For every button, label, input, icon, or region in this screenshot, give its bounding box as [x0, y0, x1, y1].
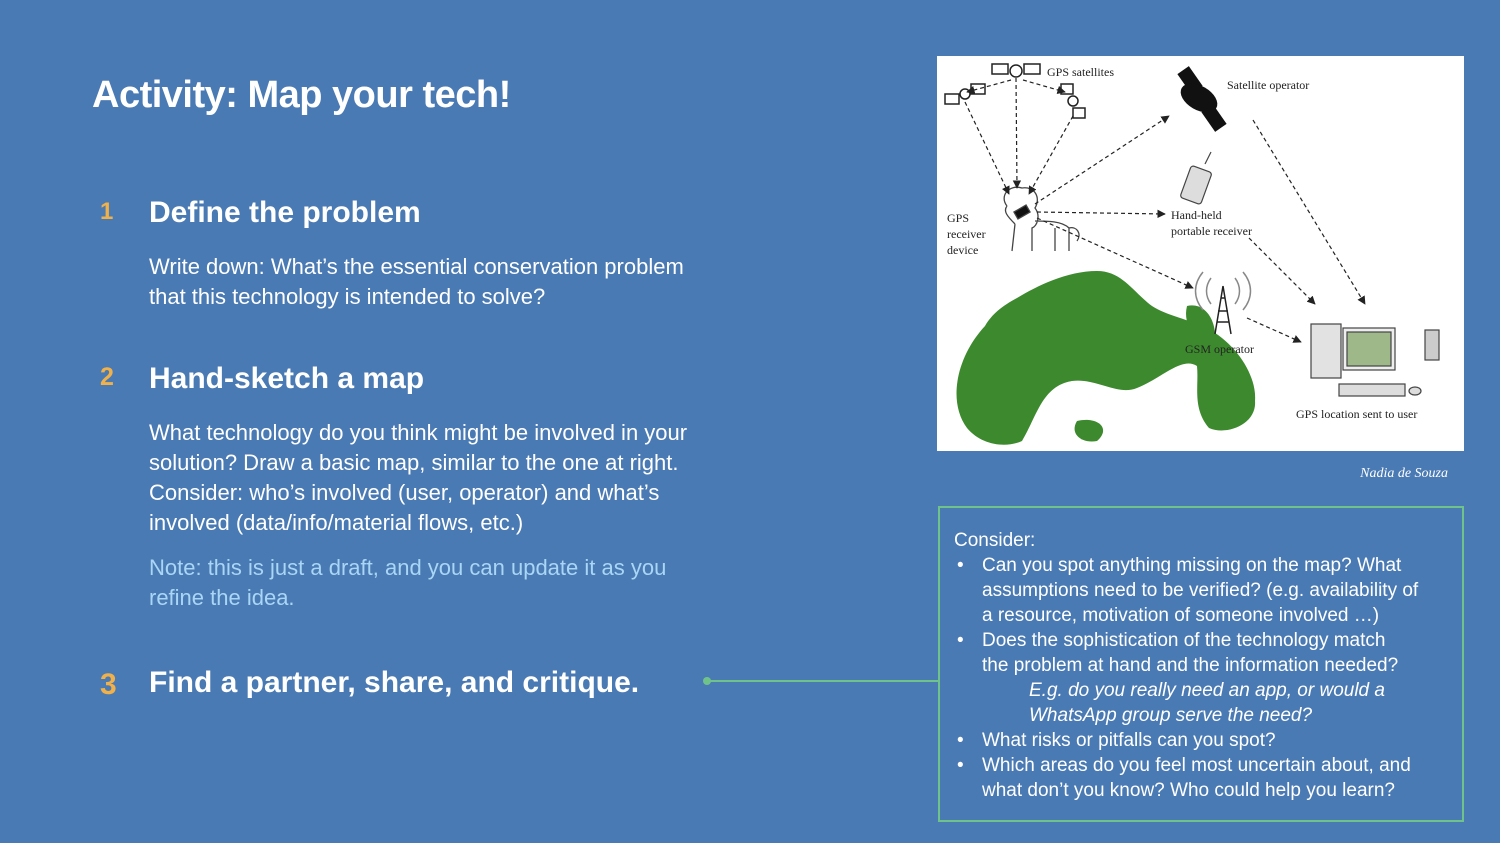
slide-title: Activity: Map your tech!	[92, 74, 511, 116]
consider-heading: Consider:	[954, 530, 1036, 551]
step-2-line: What technology do you think might be involved in your	[149, 420, 688, 445]
step-1-line: that this technology is intended to solve?	[149, 284, 546, 309]
step-1-line: Write down: What’s the essential conservation problem	[149, 254, 684, 279]
step-1-text	[149, 252, 789, 312]
label-gsm-operator: GSM operator	[1185, 342, 1254, 356]
step-3-heading: Find a partner, share, and critique.	[149, 666, 640, 699]
label-satellite-operator: Satellite operator	[1227, 78, 1310, 92]
step-3-number: 3	[100, 668, 117, 701]
label-handheld-2: portable receiver	[1171, 224, 1252, 238]
earth-globe-icon	[957, 271, 1256, 445]
step-2-line: involved (data/info/material flows, etc.)	[149, 510, 524, 535]
note-line: refine the idea.	[149, 585, 295, 610]
consider-item	[954, 628, 1450, 728]
step-2-number: 2	[100, 363, 114, 391]
consider-line: assumptions need to be verified? (e.g. availability of	[982, 580, 1419, 601]
step-2-line: Consider: who’s involved (user, operator) and what’s	[149, 480, 660, 505]
diagram-credit: Nadia de Souza	[1360, 466, 1448, 481]
label-gps-receiver-2: receiver	[947, 227, 986, 241]
consider-line: • What risks or pitfalls can you spot?	[982, 730, 1276, 751]
lion-with-collar-icon	[1004, 187, 1079, 251]
label-gps-receiver-3: device	[947, 243, 979, 257]
step-2-heading: Hand-sketch a map	[149, 362, 425, 395]
consider-item	[954, 728, 1450, 753]
consider-example-line: WhatsApp group serve the need?	[1029, 705, 1313, 726]
connector-line	[706, 680, 938, 682]
consider-line: a resource, motivation of someone involved …)	[982, 605, 1380, 626]
step-2-text	[149, 418, 789, 538]
consider-line: • Which areas do you feel most uncertain about, and	[982, 755, 1411, 776]
label-gps-satellites: GPS satellites	[1047, 65, 1115, 79]
computer-icon	[1311, 324, 1439, 396]
step-2-line: solution? Draw a basic map, similar to the one at right.	[149, 450, 679, 475]
note-line: Note: this is just a draft, and you can update it as you	[149, 555, 667, 580]
step-2-note	[149, 553, 789, 613]
consider-line: • Can you spot anything missing on the map? What	[982, 555, 1402, 576]
consider-example-line: E.g. do you really need an app, or would a	[1029, 680, 1385, 701]
consider-item	[954, 753, 1450, 803]
label-handheld-1: Hand-held	[1171, 208, 1222, 222]
satellite-operator-icon	[1176, 66, 1227, 132]
consider-item	[954, 553, 1450, 628]
consider-line: the problem at hand and the information needed?	[982, 655, 1399, 676]
label-gps-location: GPS location sent to user	[1296, 407, 1418, 421]
step-1-number: 1	[100, 198, 114, 225]
consider-line: • Does the sophistication of the technology match	[982, 630, 1386, 651]
gps-tracking-diagram	[937, 56, 1464, 451]
consider-box	[938, 506, 1464, 822]
consider-line: what don’t you know? Who could help you learn?	[982, 780, 1395, 801]
label-gps-receiver-1: GPS	[947, 211, 970, 225]
consider-list	[954, 553, 1450, 803]
handheld-receiver-icon	[1180, 152, 1212, 205]
step-1-heading: Define the problem	[149, 196, 421, 229]
